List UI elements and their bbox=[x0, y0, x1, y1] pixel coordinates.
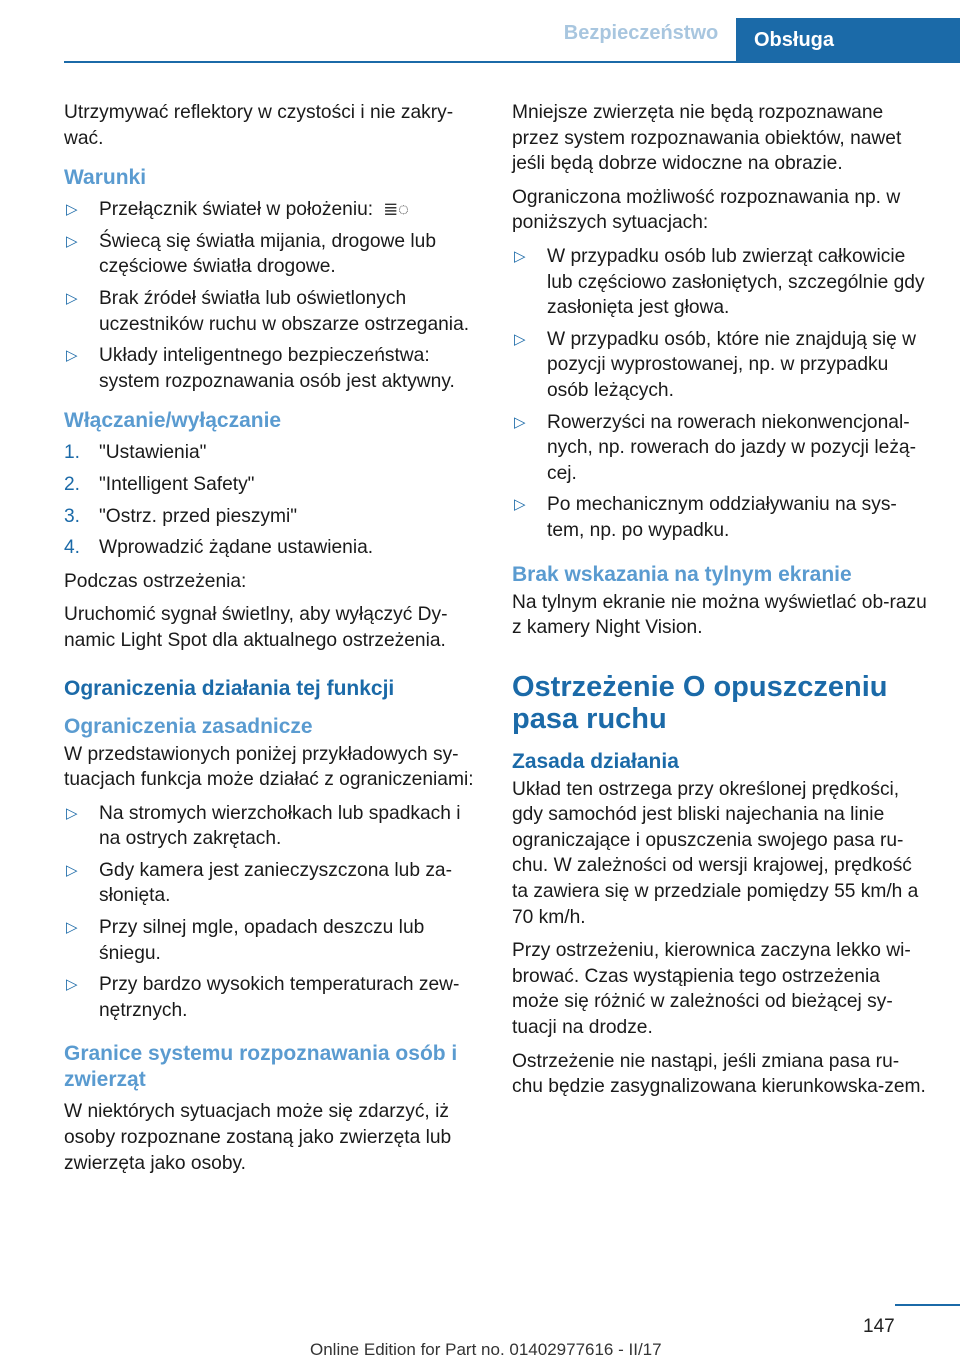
header-chapter-tab: Obsługa bbox=[736, 18, 960, 62]
list-item: ▷ Gdy kamera jest zanieczyszczona lub za-słonięta. bbox=[66, 859, 452, 907]
triangle-bullet-icon: ▷ bbox=[66, 861, 78, 879]
page-number: 147 bbox=[863, 1316, 895, 1337]
warning-label: Podczas ostrzeżenia: bbox=[64, 570, 247, 592]
heading-ograniczenia: Ograniczenia działania tej funkcji bbox=[64, 676, 395, 700]
intro-text: Utrzymywać reflektory w czystości i nie zakry-wać. bbox=[64, 102, 454, 149]
heading-wlaczanie: Włączanie/wyłączanie bbox=[64, 409, 282, 433]
list-item: ▷ Brak źródeł światła lub oświetlonych uczestników ruchu w obszarze ostrzegania. bbox=[66, 287, 470, 335]
warunki-list bbox=[64, 197, 476, 394]
granice-text: W niektórych sytuacjach może się zdarzyć, iż osoby rozpoznane zostaną jako zwierzęta lub zwierzęta jako osoby. bbox=[64, 1101, 452, 1174]
heading-brak-wskazania: Brak wskazania na tylnym ekranie bbox=[512, 562, 852, 586]
header-rule bbox=[64, 61, 960, 63]
right-paragraph-1: Mniejsze zwierzęta nie będą rozpoznawane przez system rozpoznawania obiektów, nawet jeśli będą dobrze widoczne na obrazie. bbox=[512, 102, 902, 175]
headlight-auto-icon: ≣◌ bbox=[383, 199, 409, 220]
heading-ostrzezenie-pas: Ostrzeżenie O opuszczeniu pasa ruchu bbox=[512, 670, 888, 735]
ograniczenia-list bbox=[64, 801, 476, 1024]
zasada-paragraph-2: Przy ostrzeżeniu, kierownica zaczyna lekko wi-brować. Czas wystąpienia tego ostrzeżenia może się różnić w zależności od bieżącej sy-tuacji na drodze. bbox=[512, 940, 911, 1039]
triangle-bullet-icon: ▷ bbox=[66, 201, 78, 219]
triangle-bullet-icon: ▷ bbox=[514, 496, 526, 514]
list-item: 4. Wprowadzić żądane ustawienia. bbox=[64, 537, 374, 559]
steps-list bbox=[64, 440, 476, 560]
heading-warunki: Warunki bbox=[64, 166, 147, 190]
heading-zasada: Zasada działania bbox=[512, 749, 679, 773]
footer-rule bbox=[895, 1304, 960, 1306]
list-item: 3. "Ostrz. przed pieszymi" bbox=[64, 505, 298, 527]
triangle-bullet-icon: ▷ bbox=[514, 330, 526, 348]
list-item: ▷ Na stromych wierzchołkach lub spadkach i na ostrych zakrętach. bbox=[66, 802, 461, 850]
triangle-bullet-icon: ▷ bbox=[514, 413, 526, 431]
list-item: ▷ W przypadku osób, które nie znajdują się w pozycji wyprostowanej, np. w przypadku osób leżących. bbox=[514, 328, 917, 401]
triangle-bullet-icon: ▷ bbox=[66, 232, 78, 250]
list-item: ▷ Rowerzyści na rowerach niekonwencjonal-nych, np. rowerach do jazdy w pozycji leżą-cej. bbox=[514, 411, 916, 484]
list-item: 2. "Intelligent Safety" bbox=[64, 473, 255, 495]
triangle-bullet-icon: ▷ bbox=[66, 347, 78, 365]
list-item: ▷ Po mechanicznym oddziaływaniu na sys-tem, np. po wypadku. bbox=[514, 494, 897, 541]
triangle-bullet-icon: ▷ bbox=[514, 247, 526, 265]
list-item: ▷ Układy inteligentnego bezpieczeństwa: system rozpoznawania osób jest aktywny. bbox=[66, 345, 455, 392]
header-section-title: Bezpieczeństwo bbox=[563, 22, 719, 44]
triangle-bullet-icon: ▷ bbox=[66, 804, 78, 822]
triangle-bullet-icon: ▷ bbox=[66, 976, 78, 994]
list-item: ▷ Przy silnej mgle, opadach deszczu lub śniegu. bbox=[66, 917, 425, 964]
heading-granice: Granice systemu rozpoznawania osób i zwierząt bbox=[64, 1042, 458, 1092]
list-item: ▷ W przypadku osób lub zwierząt całkowicie lub częściowo zasłoniętych, szczególnie gdy zasłonięta jest głowa. bbox=[514, 245, 925, 319]
ograniczenia-intro: W przedstawionych poniżej przykładowych sy-tuacjach funkcja może działać z ograniczeniami: bbox=[64, 743, 474, 791]
triangle-bullet-icon: ▷ bbox=[66, 919, 78, 937]
list-item: 1. "Ustawienia" bbox=[64, 442, 207, 464]
zasada-paragraph-3: Ostrzeżenie nie nastąpi, jeśli zmiana pasa ru-chu będzie zasygnalizowana kierunkowska-zem. bbox=[512, 1050, 926, 1098]
warning-instruction: Uruchomić sygnał świetlny, aby wyłączyć Dy-namic Light Spot dla aktualnego ostrzeżenia. bbox=[64, 604, 448, 651]
heading-ograniczenia-zasadnicze: Ograniczenia zasadnicze bbox=[64, 714, 313, 738]
list-item: ▷ Świecą się światła mijania, drogowe lub częściowe światła drogowe. bbox=[66, 230, 437, 278]
triangle-bullet-icon: ▷ bbox=[66, 289, 78, 307]
left-column bbox=[64, 100, 476, 1184]
brak-wskazania-text: Na tylnym ekranie nie można wyświetlać ob-razu z kamery Night Vision. bbox=[512, 591, 927, 639]
list-item: ▷ Przy bardzo wysokich temperaturach zew-nętrznych. bbox=[66, 974, 460, 1021]
footer-edition: Online Edition for Part no. 01402977616 - II/17 bbox=[310, 1340, 662, 1359]
right-column bbox=[512, 100, 928, 1108]
list-item: ▷ Przełącznik świateł w położeniu: ≣◌ bbox=[64, 197, 476, 223]
right-paragraph-2: Ograniczona możliwość rozpoznawania np. w poniższych sytuacjach: bbox=[512, 186, 901, 234]
zasada-paragraph-1: Układ ten ostrzega przy określonej prędkości, gdy samochód jest bliski najechania na linie ograniczające i opuszczenia swojego pasa ru-chu. W zależności od wersji krajowej, prędkość ta zawiera się w przedziale pomiędzy 55 km/h a 70 km/h. bbox=[512, 778, 919, 928]
recognition-limits-list bbox=[512, 244, 928, 544]
page-header bbox=[0, 0, 960, 62]
